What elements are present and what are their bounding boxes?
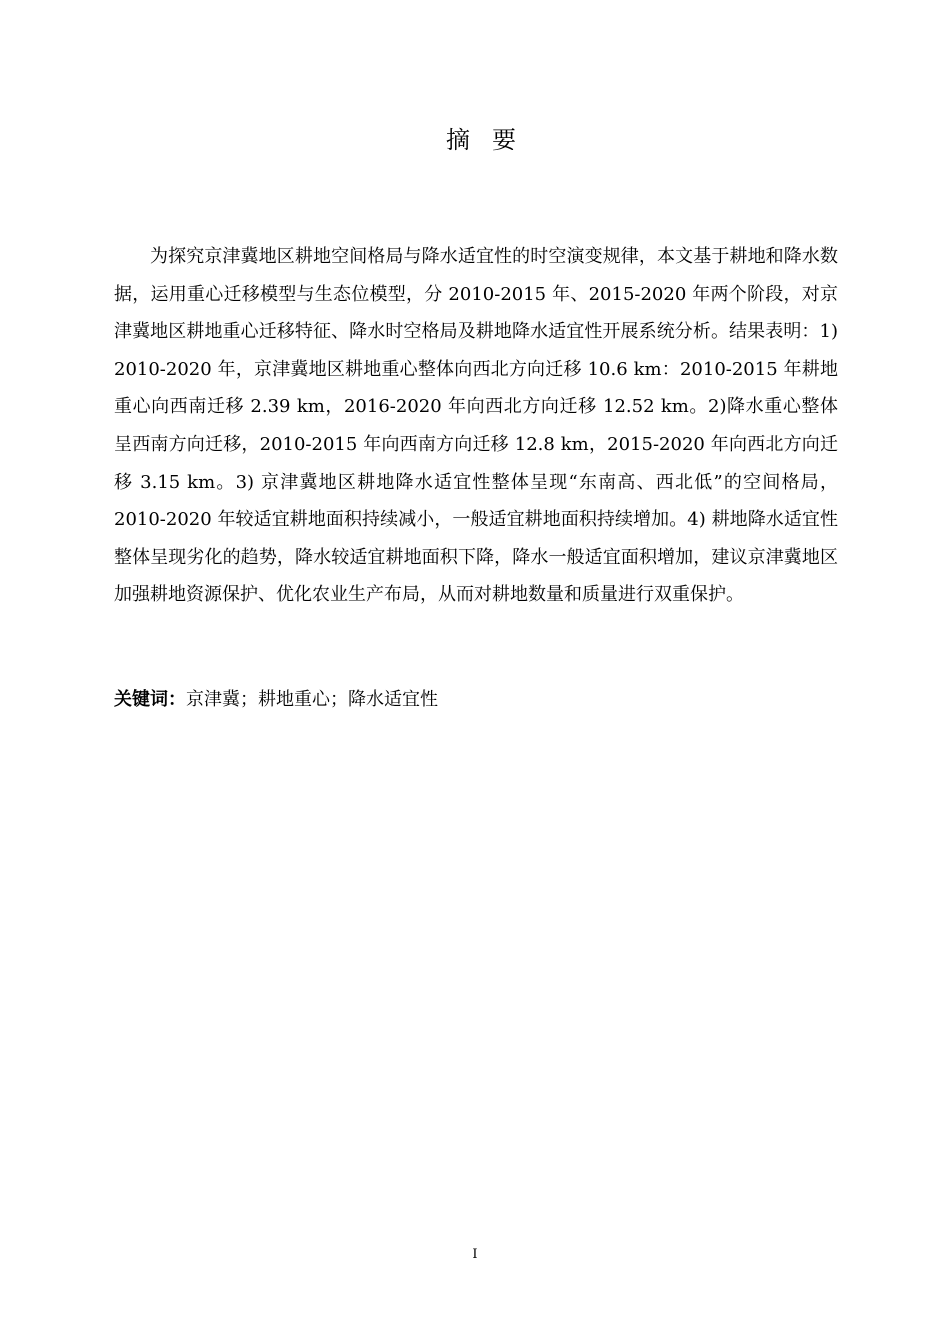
abstract-paragraph: 为探究京津冀地区耕地空间格局与降水适宜性的时空演变规律，本文基于耕地和降水数据，运用重心迁移模型与生态位模型，分 2010-2015 年、2015-2020 年两个阶段，对京津冀地区耕地重心迁移特征、降水时空格局及耕地降水适宜性开展系统分析。结果表明：1) 2010-2020 年，京津冀地区耕地重心整体向西北方向迁移 10.6 km：2010-2015 年耕地重心向西南迁移 2.39 km，2016-2020 年向西北方向迁移 12.52 km。2)降水重心整体呈西南方向迁移，2010-2015 年向西南方向迁移 12.8 km，2015-2020 年向西北方向迁移 3.15 km。3) 京津冀地区耕地降水适宜性整体呈现“东南高、西北低”的空间格局，2010-2020 年较适宜耕地面积持续减小，一般适宜耕地面积持续增加。4) 耕地降水适宜性整体呈现劣化的趋势，降水较适宜耕地面积下降，降水一般适宜面积增加，建议京津冀地区加强耕地资源保护、优化农业生产布局，从而对耕地数量和质量进行双重保护。 xyxy=(114,246,838,606)
page-title: 摘要 xyxy=(446,126,538,154)
keywords-value: 京津冀；耕地重心；降水适宜性 xyxy=(186,689,438,710)
keywords-label: 关键词： xyxy=(114,689,186,710)
page-number: I xyxy=(472,1247,478,1262)
keywords-line xyxy=(114,684,838,716)
